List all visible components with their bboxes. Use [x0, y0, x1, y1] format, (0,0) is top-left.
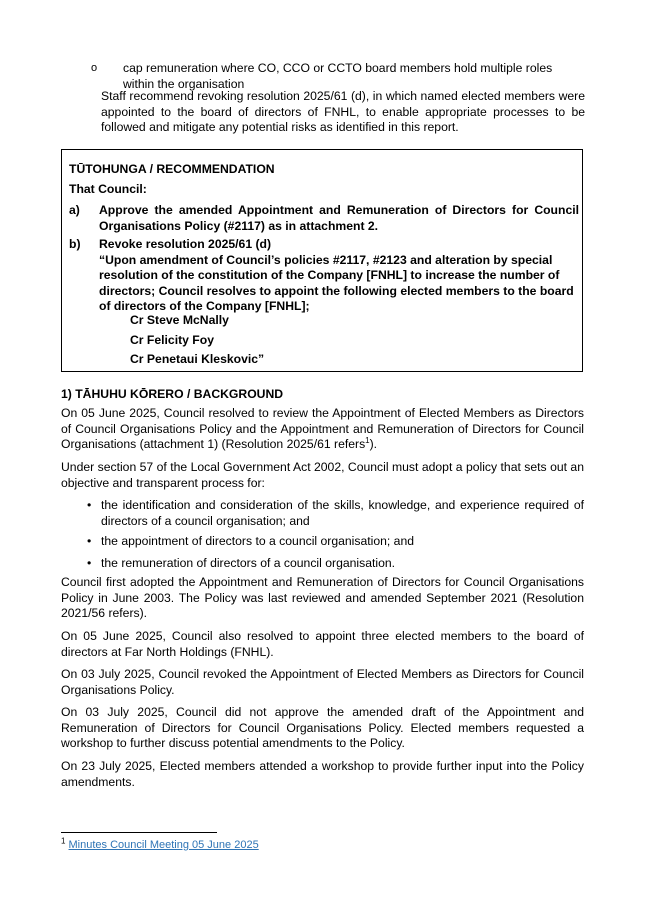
background-paragraph: On 23 July 2025, Elected members attended a workshop to provide further input into the Policy amendments.: [61, 759, 584, 789]
footnote-divider: [61, 832, 217, 833]
bullet-icon: •: [87, 498, 92, 512]
list-item: [87, 534, 584, 550]
recommendation-title: TŪTOHUNGA / RECOMMENDATION: [69, 162, 275, 176]
footnote-reference[interactable]: 1: [365, 436, 370, 446]
list-item: [87, 556, 584, 572]
background-heading: 1) TĀHUHU KŌRERO / BACKGROUND: [61, 387, 284, 401]
minutes-link[interactable]: Minutes Council Meeting 05 June 2025: [68, 839, 259, 851]
councillor-name: Cr Steve McNally: [130, 313, 229, 327]
paragraph-text-end: ).: [369, 437, 378, 452]
sub-bullet-item: [91, 61, 585, 92]
staff-recommendation-paragraph: Staff recommend revoking resolution 2025/61 (d), in which named elected members were appointed to the board of directors of FNHL, to enable appropriate processes to be followed and mitigate any potential risks as identified in this report.: [101, 89, 585, 135]
councillor-name: Cr Felicity Foy: [130, 333, 214, 347]
paragraph-text: On 05 June 2025, Council resolved to review the Appointment of Elected Members as Directors of Council Organisations Policy and the Appointment and Remuneration of Directors for Council Organisations (attachment 1) (Resolution 2025/61 refers: [61, 406, 584, 452]
background-paragraph: On 03 July 2025, Council revoked the Appointment of Elected Members as Directors for Council Organisations Policy.: [61, 667, 584, 697]
recommendation-item-a: [69, 203, 579, 234]
footnote-number: 1: [61, 836, 66, 846]
that-council-label: That Council:: [69, 182, 147, 196]
recommendation-item-b: [69, 237, 579, 315]
recommendation-box: [61, 149, 583, 372]
list-item-text: the identification and consideration of the skills, knowledge, and experience required of directors of a council organisation; and: [101, 498, 584, 528]
background-paragraph: Under section 57 of the Local Government Act 2002, Council must adopt a policy that sets out an objective and transparent process for:: [61, 460, 584, 490]
list-item-text: the appointment of directors to a council organisation; and: [101, 534, 415, 548]
footnote: [61, 838, 259, 854]
list-item-text: the remuneration of directors of a council organisation.: [101, 556, 396, 570]
recommendation-item-label: a): [69, 203, 80, 217]
bullet-icon: •: [87, 556, 92, 570]
sub-bullet-text: cap remuneration where CO, CCO or CCTO board members hold multiple roles within the organisation: [123, 61, 553, 91]
recommendation-item-label: b): [69, 237, 81, 251]
recommendation-item-text: Approve the amended Appointment and Remuneration of Directors for Council Organisations Policy (#2117) as in attachment 2.: [99, 203, 579, 233]
revoke-resolution-line: Revoke resolution 2025/61 (d): [99, 237, 272, 251]
background-paragraph: On 03 July 2025, Council did not approve the amended draft of the Appointment and Remuneration of Directors for Council Organisations Policy. Elected members requested a workshop to further discuss potential amendments to the Policy.: [61, 705, 584, 751]
list-item: [87, 498, 584, 529]
sub-bullet-marker: o: [91, 62, 98, 74]
background-paragraph: On 05 June 2025, Council also resolved to appoint three elected members to the board of directors at Far North Holdings (FNHL).: [61, 629, 584, 659]
bullet-icon: •: [87, 534, 92, 548]
background-paragraph: [61, 406, 584, 453]
councillor-name: Cr Penetaui Kleskovic”: [130, 352, 265, 366]
background-paragraph: Council first adopted the Appointment and Remuneration of Directors for Council Organisations Policy in June 2003. The Policy was last reviewed and amended September 2021 (Resolution 2021/56 refers).: [61, 575, 584, 621]
resolution-quote: “Upon amendment of Council’s policies #2117, #2123 and alteration by special resolution of the constitution of the Company [FNHL] to increase the number of directors; Council resolves to appoint the following elected members to the board of directors of the Company [FNHL];: [99, 252, 574, 314]
